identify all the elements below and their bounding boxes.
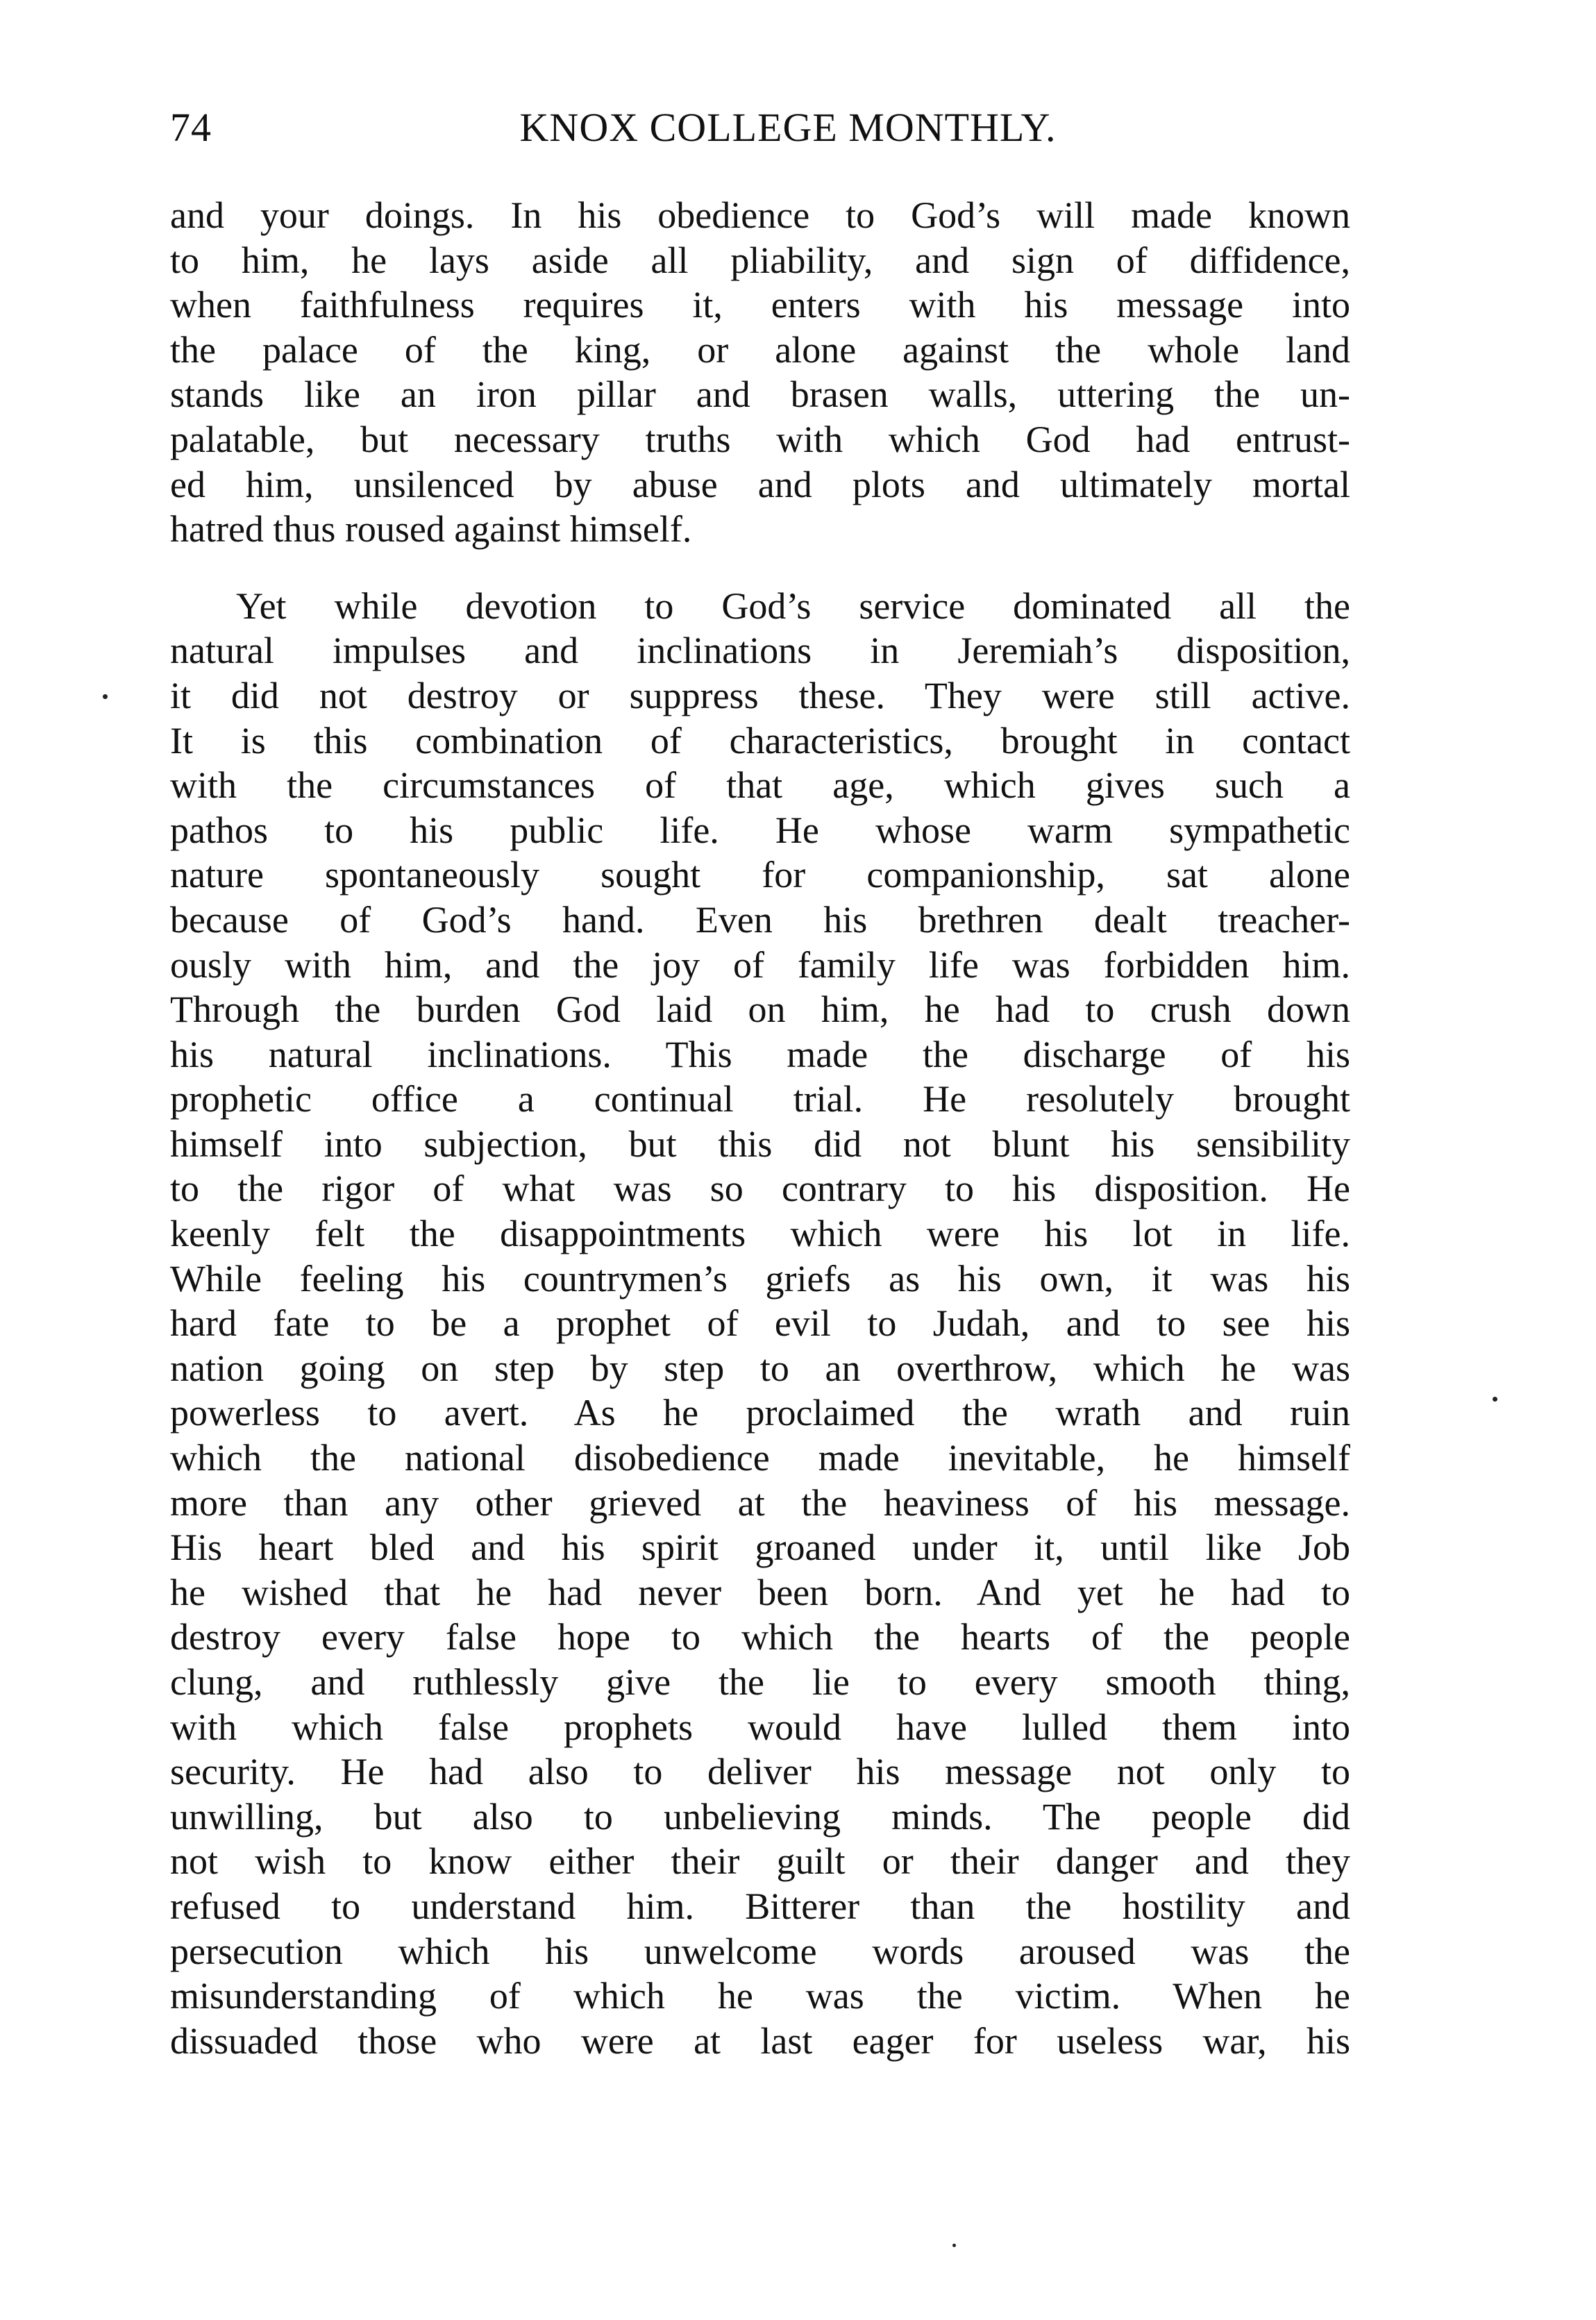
text-line: hard fate to be a prophet of evil to Judah, and to see his: [170, 1302, 1350, 1345]
text-line: keenly felt the disappointments which were his lot in life.: [170, 1213, 1350, 1255]
paragraph: [170, 584, 1350, 2064]
text-line: to him, he lays aside all pliability, and sign of diffidence,: [170, 239, 1350, 281]
text-line: Through the burden God laid on him, he had to crush down: [170, 989, 1350, 1031]
text-line: persecution which his unwelcome words aroused was the: [170, 1930, 1350, 1972]
text-line: because of God’s hand. Even his brethren dealt treacher-: [170, 898, 1350, 941]
text-line: refused to understand him. Bitterer than the hostility and: [170, 1885, 1350, 1927]
print-speck: [1493, 1397, 1497, 1402]
text-line: It is this combination of characteristics, brought in contact: [170, 719, 1350, 762]
text-line: palatable, but necessary truths with which God had entrust-: [170, 418, 1350, 460]
page-number: 74: [170, 105, 212, 150]
text-line: pathos to his public life. He whose warm sympathetic: [170, 809, 1350, 851]
text-line: ed him, unsilenced by abuse and plots and ultimately mortal: [170, 463, 1350, 505]
page-header: [170, 104, 1350, 160]
text-line: not wish to know either their guilt or their danger and they: [170, 1840, 1350, 1883]
text-line: when faithfulness requires it, enters with his message into: [170, 284, 1350, 326]
paragraph-gap: [170, 552, 1350, 584]
paragraph: [170, 193, 1350, 552]
text-line: dissuaded those who were at last eager for useless war, his: [170, 2019, 1350, 2062]
text-line: clung, and ruthlessly give the lie to every smooth thing,: [170, 1661, 1350, 1703]
text-line: unwilling, but also to unbelieving minds. The people did: [170, 1795, 1350, 1838]
text-line: which the national disobedience made inevitable, he himself: [170, 1437, 1350, 1479]
text-line: nation going on step by step to an overthrow, which he was: [170, 1347, 1350, 1389]
text-line: While feeling his countrymen’s griefs as his own, it was his: [170, 1257, 1350, 1300]
text-line: ously with him, and the joy of family life was forbidden him.: [170, 943, 1350, 986]
text-line: with which false prophets would have lulled them into: [170, 1706, 1350, 1748]
text-line: himself into subjection, but this did not blunt his sensibility: [170, 1123, 1350, 1165]
running-title: KNOX COLLEGE MONTHLY.: [519, 105, 1057, 150]
print-speck: [103, 694, 108, 699]
text-line: it did not destroy or suppress these. They were still active.: [170, 674, 1350, 716]
text-line: hatred thus roused against himself.: [170, 508, 692, 550]
text-line: natural impulses and inclinations in Jeremiah’s disposition,: [170, 630, 1350, 672]
body-text: [170, 193, 1350, 2063]
text-line: misunderstanding of which he was the victim. When he: [170, 1975, 1350, 2017]
text-line: prophetic office a continual trial. He resolutely brought: [170, 1078, 1350, 1120]
text-line: Yet while devotion to God’s service dominated all the: [236, 585, 1350, 627]
text-line: his natural inclinations. This made the discharge of his: [170, 1033, 1350, 1075]
text-line: and your doings. In his obedience to God’s will made known: [170, 194, 1350, 236]
text-line: stands like an iron pillar and brasen walls, uttering the un-: [170, 373, 1350, 416]
text-line: with the circumstances of that age, which gives such a: [170, 764, 1350, 807]
text-line: he wished that he had never been born. And yet he had to: [170, 1571, 1350, 1613]
document-page: [170, 0, 1350, 2320]
text-line: powerless to avert. As he proclaimed the wrath and ruin: [170, 1392, 1350, 1434]
print-speck: [952, 2244, 956, 2247]
text-line: more than any other grieved at the heaviness of his message.: [170, 1481, 1350, 1524]
text-line: to the rigor of what was so contrary to his disposition. He: [170, 1168, 1350, 1210]
text-line: His heart bled and his spirit groaned under it, until like Job: [170, 1527, 1350, 1569]
text-line: the palace of the king, or alone against the whole land: [170, 328, 1350, 371]
text-line: destroy every false hope to which the hearts of the people: [170, 1616, 1350, 1658]
text-line: security. He had also to deliver his message not only to: [170, 1751, 1350, 1793]
text-line: nature spontaneously sought for companionship, sat alone: [170, 854, 1350, 896]
